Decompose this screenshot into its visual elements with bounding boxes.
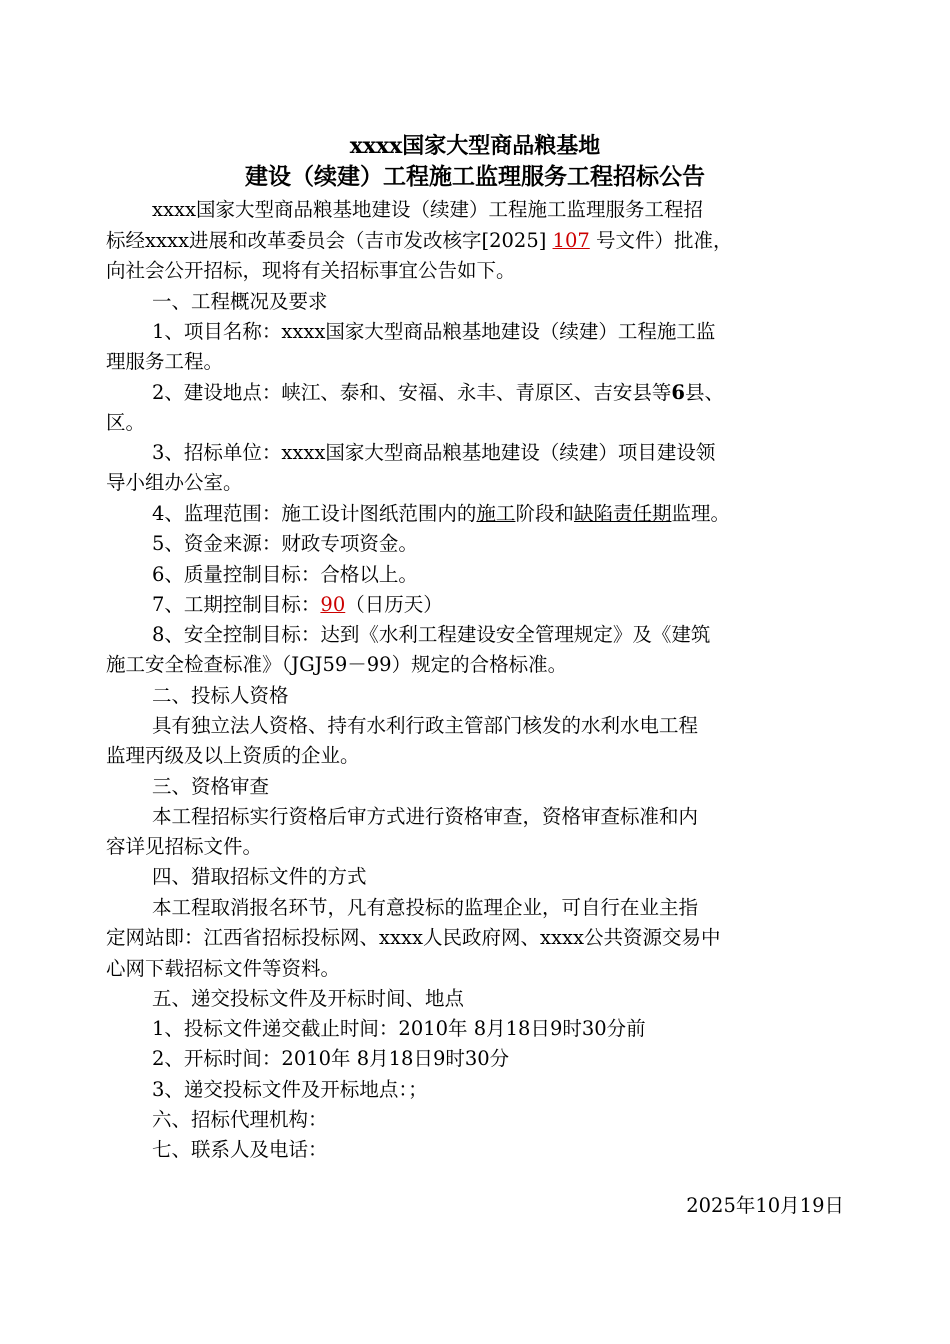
intro-line-2 bbox=[106, 226, 732, 256]
section-1-heading: 一、工程概况及要求 bbox=[152, 290, 328, 313]
section-4-line-1: 本工程取消报名环节，凡有意投标的监理企业，可自行在业主指 bbox=[152, 896, 699, 919]
item-1-4-text-c: 监理。 bbox=[671, 502, 730, 525]
section-2-line-1: 具有独立法人资格、持有水利行政主管部门核发的水利水电工程 bbox=[152, 714, 699, 737]
item-5-2: 2、开标时间：2010年 8月18日9时30分 bbox=[152, 1047, 510, 1070]
section-4-line-3: 心网下载招标文件等资料。 bbox=[106, 957, 341, 980]
item-1-1-line-2: 理服务工程。 bbox=[106, 350, 224, 373]
section-3-heading: 三、资格审查 bbox=[152, 775, 270, 798]
construction-phase: 施工 bbox=[476, 502, 516, 525]
notice-date: 2025年10月19日 bbox=[686, 1194, 844, 1217]
item-1-1-line-1: 1、项目名称：xxxx国家大型商品粮基地建设（续建）工程施工监 bbox=[152, 320, 716, 343]
item-1-7 bbox=[152, 590, 443, 620]
title-line-1: xxxx国家大型商品粮基地 bbox=[349, 133, 601, 159]
title-line-2: 建设（续建）工程施工监理服务工程招标公告 bbox=[245, 163, 705, 190]
section-3-line-2: 容详见招标文件。 bbox=[106, 835, 263, 858]
item-5-1: 1、投标文件递交截止时间：2010年 8月18日9时30分前 bbox=[152, 1017, 646, 1040]
section-2-line-2: 监理丙级及以上资质的企业。 bbox=[106, 744, 360, 767]
item-1-7-tail: （日历天） bbox=[345, 593, 443, 616]
intro-line-3: 向社会公开招标，现将有关招标事宜公告如下。 bbox=[106, 259, 516, 282]
section-3-line-1: 本工程招标实行资格后审方式进行资格审查，资格审查标准和内 bbox=[152, 805, 699, 828]
item-1-8-line-2: 施工安全检查标准》（JGJ59－99）规定的合格标准。 bbox=[106, 653, 568, 676]
duration-value: 90 bbox=[320, 593, 346, 616]
item-1-3-line-1: 3、招标单位：xxxx国家大型商品粮基地建设（续建）项目建设领 bbox=[152, 441, 716, 464]
section-2-heading: 二、投标人资格 bbox=[152, 684, 289, 707]
item-1-5: 5、资金来源：财政专项资金。 bbox=[152, 532, 418, 555]
section-7-heading: 七、联系人及电话： bbox=[152, 1138, 328, 1161]
item-1-4-text-a: 4、监理范围：施工设计图纸范围内的 bbox=[152, 502, 477, 525]
item-1-2-line-1 bbox=[152, 378, 724, 408]
item-1-3-line-2: 导小组办公室。 bbox=[106, 471, 243, 494]
item-1-6: 6、质量控制目标：合格以上。 bbox=[152, 563, 418, 586]
item-1-2-text: 2、建设地点：峡江、泰和、安福、永丰、青原区、吉安县等 bbox=[152, 381, 672, 404]
item-1-7-text: 7、工期控制目标： bbox=[152, 593, 321, 616]
item-1-4 bbox=[152, 499, 730, 529]
defect-liability-period: 缺陷责任期 bbox=[573, 502, 672, 525]
item-1-2-line-2: 区。 bbox=[106, 411, 146, 434]
item-1-2-tail: 县、 bbox=[685, 381, 725, 404]
section-4-line-2: 定网站即：江西省招标投标网、xxxx人民政府网、xxxx公共资源交易中 bbox=[106, 926, 721, 949]
section-4-heading: 四、猎取招标文件的方式 bbox=[152, 865, 367, 888]
intro-line-2-tail: 号文件）批准， bbox=[589, 229, 733, 252]
section-6-heading: 六、招标代理机构： bbox=[152, 1108, 328, 1131]
intro-line-2-text: 标经xxxx进展和改革委员会（吉市发改核字[2025] bbox=[106, 229, 553, 252]
item-5-3: 3、递交投标文件及开标地点：； bbox=[152, 1078, 428, 1101]
item-1-8-line-1: 8、安全控制目标：达到《水利工程建设安全管理规定》及《建筑 bbox=[152, 623, 711, 646]
doc-number-value: 107 bbox=[552, 229, 590, 252]
intro-line-1: xxxx国家大型商品粮基地建设（续建）工程施工监理服务工程招 bbox=[152, 198, 703, 221]
county-count: 6 bbox=[671, 381, 685, 404]
section-5-heading: 五、递交投标文件及开标时间、地点 bbox=[152, 987, 465, 1010]
item-1-4-text-b: 阶段和 bbox=[515, 502, 574, 525]
